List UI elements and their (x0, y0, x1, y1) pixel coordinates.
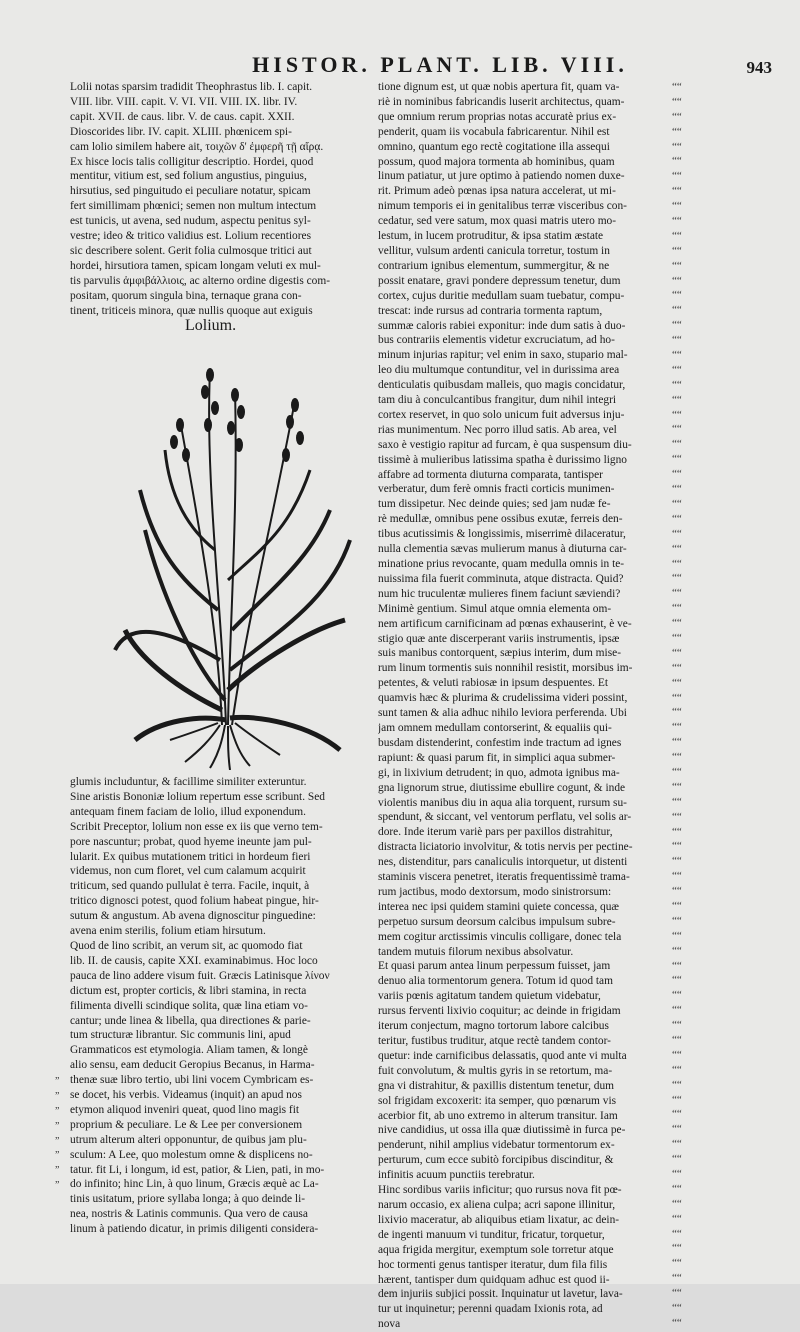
quote-mark: ““ (672, 1078, 682, 1091)
text-line: Grammaticos est etymologia. Aliam tamen, & longè (70, 1044, 308, 1057)
text-line: verberatur, dum ferè omnis fracti corticis munimen- (378, 483, 615, 496)
text-line: capit. XVII. de caus. libr. V. de caus. capit. XXII. (70, 110, 295, 123)
text-line: vestre; ideo & tritico validius est. Lolium recentiores (70, 230, 312, 243)
text-line: nulla clementia sævas mulierum manus à diuturna car- (378, 543, 627, 556)
quote-mark: ““ (672, 1316, 682, 1329)
text-line: hoc tormenti genus tantisper iteratur, dum fila filis (378, 1258, 608, 1271)
quote-mark: ““ (672, 304, 682, 317)
text-line: nes, distenditur, pars canaliculis intorquetur, ut distenti (378, 856, 628, 869)
quote-mark: ““ (672, 1168, 682, 1181)
quote-mark: ““ (672, 259, 682, 272)
quote-mark: ““ (672, 929, 682, 942)
text-line: tritico dignosci potest, quod folium habeat pingue, hir- (70, 895, 319, 908)
text-line: gna lignorum strue, diutissime ebullire cogunt, & inde (378, 781, 626, 794)
text-line: cantur; unde linea & libella, qua directiones & parie- (70, 1014, 311, 1027)
quote-mark: ““ (672, 617, 682, 630)
right-column (378, 80, 668, 1332)
text-line: stigio quæ ante discerperant variis instrumentis, ipsæ (378, 632, 620, 645)
text-line: Ex hisce locis talis colligitur descriptio. Hordei, quod (70, 155, 314, 168)
text-line: mentitur, vitium est, sed folium angustius, pinguius, (70, 170, 307, 183)
text-line: interea nec ipsi quidem stamini quiete concessa, quæ (378, 900, 620, 913)
text-line: proprium & peculiare. Le & Lee per conversionem (70, 1118, 303, 1131)
text-line: linum à patiendo dicatur, in primis diligenti considera- (70, 1223, 319, 1236)
text-line: Minimè gentium. Simul atque omnia elementa om- (378, 602, 612, 615)
quote-mark: ““ (672, 1093, 682, 1106)
text-line: Et quasi parum antea linum perpessum fuisset, jam (378, 960, 611, 973)
text-line: acerbior fit, ab uno extremo in alterum transitur. Iam (378, 1109, 618, 1122)
quote-mark: ” (55, 1076, 60, 1087)
text-line: pore nascuntur; probat, quod hyeme ineunte jam pul- (70, 835, 312, 848)
text-line: rum jactibus, modo dextorsum, modo sinistrorsum: (378, 885, 612, 898)
quote-mark: ““ (672, 661, 682, 674)
text-line: perpetuo sursum deorsum calcibus impulsum subre- (378, 915, 616, 928)
text-line: perturum, cum ecce subitò forcipibus discinditur, & (378, 1154, 614, 1167)
quote-mark: ““ (672, 334, 682, 347)
quote-mark: ““ (672, 527, 682, 540)
quote-mark: ““ (672, 810, 682, 823)
quote-mark: ““ (672, 393, 682, 406)
text-line: Lolii notas sparsim tradidit Theophrastus lib. I. capit. (70, 81, 313, 93)
text-line: que omnium rerum proprias notas accuratè prius ex- (378, 110, 617, 123)
text-line: jam omnem medullam contorserint, & equaliis qui- (378, 721, 612, 734)
quote-mark: ““ (672, 200, 682, 213)
figure-caption: Lolium. (185, 317, 237, 334)
text-line: se docet, his verbis. Videamus (inquit) an apud nos (70, 1089, 302, 1102)
text-line: hordei, hirsutiora tamen, spicam longam veluti ex mul- (70, 259, 321, 272)
quote-mark: ““ (672, 125, 682, 138)
text-line: triticum, sed quando pullulat è terra. Facile, inquit, à (70, 880, 310, 893)
left-column-bottom (70, 775, 375, 1237)
text-line: iterum conjectum, magno tortorum labore calcibus (378, 1020, 609, 1033)
quote-mark: ““ (672, 1019, 682, 1032)
text-line: Quod de lino scribit, an verum sit, ac quomodo fiat (70, 939, 303, 952)
text-line: de ingenti manuum vi tunditur, fricatur, torquetur, (378, 1228, 605, 1241)
text-line: est tunicis, ut avena, sed nudum, aspectu penitus syl- (70, 215, 311, 228)
quote-mark: ” (55, 1105, 60, 1117)
quote-mark: ““ (672, 721, 682, 734)
text-line: mem cogitur arctissimis vinculis colligare, donec tela (378, 930, 622, 943)
quote-mark: ““ (672, 914, 682, 927)
quote-mark: ““ (672, 378, 682, 391)
quote-mark: ” (55, 1135, 60, 1147)
text-line: dore. Inde iterum variè pars per paxillos distrahitur, (378, 826, 613, 839)
text-line: busdam distenderint, confestim inde tractum ad ignes (378, 736, 622, 749)
text-line: rè medullæ, omnibus pene ossibus exutæ, ferreis den- (378, 513, 623, 526)
text-line: minum injurias rapitur; vel enim in saxo, stupario mal- (378, 349, 628, 362)
text-line: fuit convolutum, & multis gyris in se retortum, ma- (378, 1064, 613, 1077)
quote-mark: ““ (672, 274, 682, 287)
quote-mark: ““ (672, 1034, 682, 1046)
text-line: rapiunt: & quasi parum fit, in simplici aqua submer- (378, 751, 616, 764)
text-line: possit enatare, gravi pondere depressum tenetur, dum (378, 274, 621, 287)
text-line: positam, quorum singula bina, ternaque grana con- (70, 289, 302, 302)
text-line: petentes, & veluti rabiosæ in ipsum despuentes. Et (378, 677, 608, 690)
text-line: tatur. fit Li, i longum, id est, patior, & Lien, pati, in mo- (70, 1163, 325, 1176)
quote-mark: ““ (672, 885, 682, 898)
text-line: tinent, triticeis minora, quæ nullis quoque aut exiguis (70, 304, 313, 317)
quote-mark: ““ (672, 1004, 682, 1017)
text-line: lixivio maceratur, ab aliquibus etiam lixatur, ac dein- (378, 1213, 620, 1226)
text-line: tam diu à conculcantibus frangitur, dum nihil integri (378, 394, 617, 407)
text-line: Hinc sordibus variis inficitur; quo rursus nova fit pœ- (378, 1184, 622, 1197)
text-line: penderit, quam iis vocabula fabricarentur. Nihil est (378, 125, 610, 138)
quote-mark: ““ (672, 155, 682, 168)
quote-mark: ““ (672, 1048, 682, 1061)
quote-mark: ““ (672, 512, 682, 525)
text-line: saxo è vestigio rapitur ad furcam, è qua suspensum diu- (378, 438, 632, 451)
text-line: aqua frigida mergitur, exemptum sole torretur atque (378, 1243, 614, 1256)
quote-mark: ““ (672, 631, 682, 644)
text-line: rum linum tormentis suis nonnihil resistit, morsibus im- (378, 662, 633, 675)
text-line: denticulatis quibusdam malleis, quo magis concidatur, (378, 379, 626, 392)
quote-mark: ““ (672, 899, 682, 912)
quote-mark: ““ (672, 855, 682, 868)
text-line: VIII. libr. VIII. capit. V. VI. VII. VIII. IX. libr. IV. (70, 95, 298, 108)
quote-mark: ““ (672, 423, 682, 436)
quote-mark: ““ (672, 825, 682, 838)
text-line: hirsutius, sed pinguitudo ei peculiare notatur, spicam (70, 185, 311, 198)
quote-mark: ““ (672, 81, 682, 93)
text-line: lularit. Ex quibus mutationem tritici in hordeum fieri (70, 850, 311, 863)
text-line: staminis viscera penetret, iteratis frequentissimè trama- (378, 871, 630, 884)
quote-mark: ““ (672, 244, 682, 257)
text-line: nive candidius, ut ossa illa quæ diutissimè in furca pe- (378, 1124, 626, 1137)
quote-mark: ““ (672, 587, 682, 600)
text-line: sutum & angustum. Ab avena dignoscitur pinguedine: (70, 910, 316, 923)
quote-mark: ““ (672, 706, 682, 719)
text-line: tum structuræ librantur. Sic communis lini, apud (70, 1029, 291, 1042)
text-line: tissimè à mulieribus latissima spatha è durissimo ligno (378, 453, 627, 466)
text-line: filimenta divelli scindique solita, quæ lina etiam vo- (70, 999, 308, 1012)
text-line: thenæ suæ libro tertio, ubi lini vocem Cymbricam es- (70, 1074, 314, 1087)
text-line: hærent, tantisper dum quidquam adhuc est quod ii- (378, 1273, 610, 1286)
quote-mark: ““ (672, 1242, 682, 1255)
text-line: penderunt, nihil amplius videbatur tormentorum ex- (378, 1139, 615, 1152)
text-line: tur ut inquinetur; perenni quadam Ixionis rota, ad (378, 1303, 603, 1316)
quote-mark: ““ (672, 95, 682, 108)
right-margin-quotes (672, 80, 702, 1331)
quote-mark: ““ (672, 497, 682, 510)
quote-mark: ““ (672, 349, 682, 362)
quote-mark: ““ (672, 840, 682, 853)
text-line: nem artificum carnificinam ad pœnas exhauserint, è ve- (378, 617, 632, 630)
quote-mark: ““ (672, 944, 682, 957)
quote-mark: ““ (672, 676, 682, 689)
text-line: gna vi distrahitur, & paxillis distentum tenetur, dum (378, 1079, 615, 1092)
quote-mark: ” (55, 1165, 60, 1177)
text-line: tione dignum est, ut quæ nobis apertura fit, quam va- (378, 81, 620, 93)
quote-mark: ““ (672, 215, 682, 228)
text-line: suis manibus contorquent, sæpius interim, dum mise- (378, 647, 621, 660)
text-line: avena enim sterilis, folium etiam hirsutum. (70, 925, 266, 938)
page-number: 943 (746, 58, 772, 77)
text-line: num hic truculentæ mulieres finem faciunt sæviendi? (378, 587, 621, 600)
quote-mark: ““ (672, 483, 682, 496)
text-line: lestum, in lucem protruditur, & ipsa statim æstate (378, 230, 604, 243)
quote-mark: ““ (672, 438, 682, 451)
text-line: contrarium ignibus elementum, summergitur, & ne (378, 259, 610, 272)
text-line: possum, quod majora tormenta ab hominibus, quam (378, 155, 615, 168)
text-line: sculum: A Lee, quo molestum omne & displicens no- (70, 1148, 313, 1161)
quote-mark: ““ (672, 1287, 682, 1300)
quote-mark: ““ (672, 1272, 682, 1285)
text-line: summæ caloris rabiei exponitur: inde dum satis à duo- (378, 319, 626, 332)
text-line: denuo alia tormentorum genera. Totum id quod tam (378, 975, 613, 988)
quote-mark: ““ (672, 1153, 682, 1166)
quote-mark: ““ (672, 1257, 682, 1270)
quote-mark: ““ (672, 736, 682, 749)
text-line: utrum alterum alteri opponuntur, de quibus jam plu- (70, 1133, 307, 1146)
text-line: teritur, fustibus truditur, atque rectè tandem contor- (378, 1035, 611, 1047)
quote-mark: ““ (672, 1227, 682, 1240)
text-line: Dioscorides libr. IV. capit. XLIII. phœnicem spi- (70, 125, 292, 138)
text-line: sunt tamen & alia adhuc nihilo leviora perferenda. Ubi (378, 707, 627, 720)
quote-mark: ““ (672, 170, 682, 183)
text-line: leo diu multumque contunditur, vel in durissima area (378, 364, 620, 377)
text-line: violentis manibus diu in aqua alia torquent, rursum su- (378, 796, 627, 809)
quote-mark: ““ (672, 1302, 682, 1315)
quote-mark: ““ (672, 453, 682, 466)
text-line: lib. II. de causis, capite XXI. examinabimus. Hoc loco (70, 954, 318, 967)
running-header: HISTOR. PLANT. LIB. VIII. (252, 52, 628, 77)
text-line: cortex reservet, in quo solo unicum fuit adversus inju- (378, 408, 625, 421)
quote-mark: ““ (672, 989, 682, 1002)
text-line: nimum temporis ei in genitalibus terræ visceribus con- (378, 200, 627, 213)
text-line: trescat: inde rursus ad contraria tormenta raptum, (378, 304, 603, 317)
text-line: glumis includuntur, & facillime similiter exteruntur. (70, 776, 307, 788)
text-line: alio sensu, eam deducit Geropius Becanus, in Harma- (70, 1059, 315, 1072)
quote-mark: ““ (672, 468, 682, 481)
text-line: etymon aliquod inveniri queat, quod lino magis fit (70, 1103, 300, 1116)
quote-mark: ““ (672, 1063, 682, 1076)
quote-mark: ““ (672, 1138, 682, 1151)
text-line: tinis usitatum, priore syllaba longa; à quo deinde li- (70, 1193, 306, 1206)
quote-mark: ““ (672, 229, 682, 242)
quote-mark: ““ (672, 1197, 682, 1210)
text-line: minatione prius revocante, quam medulla omnis in te- (378, 558, 625, 570)
text-line: cam lolio similem habere ait, τοιχῶν δ' ἐμφερῆ τῇ αἴρᾳ. (70, 140, 324, 153)
quote-mark: ” (55, 1090, 60, 1102)
text-line: narum occasio, ex aliena culpa; acri sapone illinitur, (378, 1198, 616, 1211)
text-line: quamvis hæc & plurima & crudelissima videri possint, (378, 692, 628, 705)
quote-mark: ““ (672, 363, 682, 376)
quote-mark: ““ (672, 408, 682, 421)
text-line: quetur: inde carnificibus delassatis, quod ante vi multa (378, 1049, 627, 1062)
quote-mark: ““ (672, 1108, 682, 1121)
text-line: do infinito; hinc Lin, à quo linum, Græcis æquè ac La- (70, 1178, 319, 1191)
text-line: dictum est, propter corticis, & libri stamina, in recta (70, 984, 307, 997)
text-line: variis pœnis agitatum tandem quietum videbatur, (378, 990, 601, 1003)
text-line: pauca de lino addere visum fuit. Græcis Latinisque λίνον (70, 969, 330, 982)
text-line: tibus acutissimis & longissimis, miserrimè dilaceratur, (378, 528, 626, 541)
quote-mark: ““ (672, 140, 682, 153)
quote-mark: ““ (672, 780, 682, 793)
text-line: distracta liciatorio involvitur, & totis nervis per pectine- (378, 841, 633, 854)
text-line: nuissima fila fuerit comminuta, atque distracta. Quid? (378, 572, 624, 585)
text-line: rursus ferventi lixivio coquitur; ac deinde in frigidam (378, 1005, 621, 1018)
text-line: vellitur, vulsum ardenti canicula torretur, tostum in (378, 244, 610, 257)
quote-mark: ““ (672, 870, 682, 883)
quote-mark: ““ (672, 691, 682, 704)
text-line: nova (378, 1318, 401, 1331)
text-line: rias munimentum. Nec porro illud satis. Ab area, vel (378, 423, 617, 436)
quote-mark: ” (55, 1150, 60, 1162)
text-line: omnino, quantum ego rectè cogitatione illa assequi (378, 140, 610, 153)
quote-mark: ““ (672, 1182, 682, 1195)
text-line: Scribit Preceptor, lolium non esse ex iis que verno tem- (70, 820, 323, 833)
quote-mark: ““ (672, 572, 682, 585)
text-line: sol frigidam excoxerit: ita semper, quo pœnarum vis (378, 1094, 617, 1107)
quote-mark: ““ (672, 1212, 682, 1225)
text-line: videmus, non cum floret, vel cum calamum acquirit (70, 865, 306, 878)
text-line: antequam finem faciam de lolio, illud exponendum. (70, 805, 306, 818)
quote-mark: ““ (672, 974, 682, 987)
quote-mark: ““ (672, 110, 682, 123)
quote-mark: ““ (672, 765, 682, 778)
text-line: nea, nostris & Latinis communis. Qua vero de causa (70, 1208, 308, 1221)
quote-mark: ““ (672, 795, 682, 808)
left-margin-quotes (55, 1075, 69, 1194)
text-line: fert simillimam phœnici; semen non multum intectum (70, 200, 317, 213)
quote-mark: ““ (672, 646, 682, 659)
text-line: cortex, cujus duritie medullam suam tuebatur, compu- (378, 289, 625, 302)
text-line: riè in nominibus fabricandis luserit architectus, quam- (378, 95, 625, 108)
text-line: sic describere solent. Gerit folia culmosque tritici aut (70, 244, 312, 257)
text-line: dem injuriis subjici possit. Inquinatur ut lavetur, lava- (378, 1288, 623, 1301)
quote-mark: ““ (672, 542, 682, 555)
quote-mark: ” (55, 1180, 60, 1192)
quote-mark: ““ (672, 959, 682, 972)
text-line: tis parvulis ἀμφιβάλλιοις, ac alterno ordine digestis com- (70, 274, 331, 287)
left-column-top (70, 80, 375, 319)
quote-mark: ““ (672, 1123, 682, 1136)
quote-mark: ““ (672, 289, 682, 302)
text-line: affabre ad tormenta diuturna comparata, tantisper (378, 468, 603, 481)
quote-mark: ““ (672, 751, 682, 764)
quote-mark: ““ (672, 319, 682, 332)
text-line: infinitis acuum punctiis terebratur. (378, 1169, 535, 1182)
text-line: spendunt, & siccant, vel ventorum perflatu, vel solis ar- (378, 811, 632, 824)
quote-mark: ““ (672, 185, 682, 198)
quote-mark: ““ (672, 557, 682, 570)
text-line: linum patiatur, ut jure optimo à patiendo nomen duxe- (378, 170, 625, 183)
text-line: tandem mutuis filorum nexibus absolvatur. (378, 945, 574, 958)
text-line: cedatur, sed vere satum, mox quasi matris utero mo- (378, 215, 617, 228)
text-line: tum dissipetur. Nec deinde quies; sed jam nudæ fe- (378, 498, 611, 511)
text-line: gi, in lixivium detrudent; in quo, admota ignibus ma- (378, 766, 620, 779)
text-line: rit. Primum adeò pœnas ipsa natura accelerat, ut mi- (378, 185, 616, 198)
lolium-illustration (110, 330, 360, 770)
text-line: bus contrariis elementis videtur excruciatum, ad ho- (378, 334, 615, 347)
quote-mark: ““ (672, 602, 682, 615)
quote-mark: ” (55, 1120, 60, 1132)
text-line: Sine aristis Bononiæ lolium repertum esse scribunt. Sed (70, 790, 325, 803)
